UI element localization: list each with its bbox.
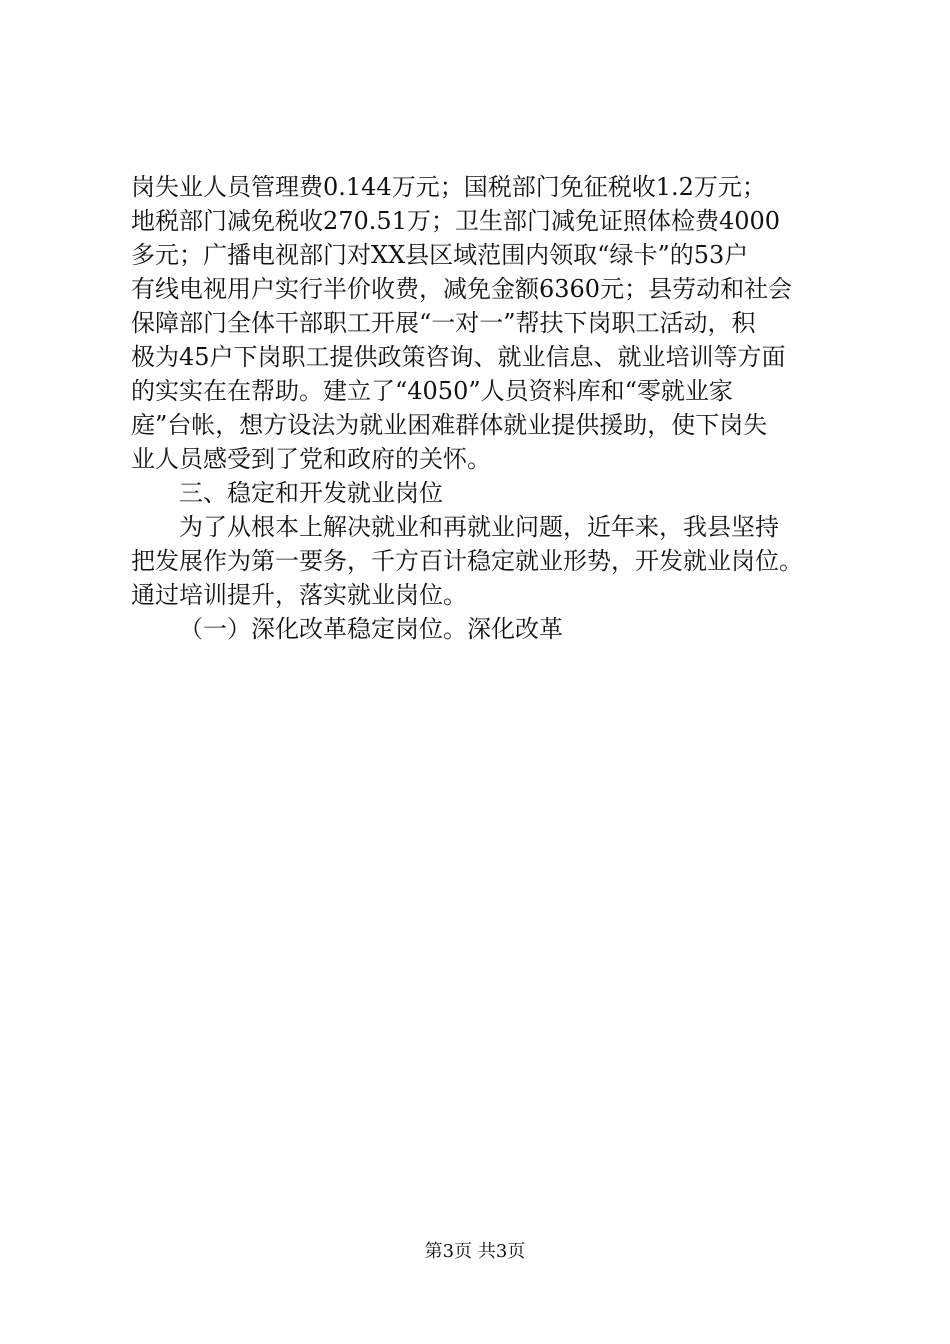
subsection-heading: （一）深化改革稳定岗位。深化改革 xyxy=(179,615,563,643)
section-heading: 三、稳定和开发就业岗位 xyxy=(179,479,443,507)
body-text-line: 保障部门全体干部职工开展“一对一”帮扶下岗职工活动，积 xyxy=(131,309,756,337)
document-body xyxy=(131,170,843,646)
body-text-line: 极为45户下岗职工提供政策咨询、就业信息、就业培训等方面 xyxy=(131,343,786,371)
body-text-line: 有线电视用户实行半价收费，减免金额6360元；县劳动和社会 xyxy=(131,275,793,303)
body-text-line: 地税部门减免税收270.51万；卫生部门减免证照体检费4000 xyxy=(131,207,781,235)
body-text-line: 庭”台帐，想方设法为就业困难群体就业提供援助，使下岗失 xyxy=(131,411,768,439)
body-text-line: 通过培训提升，落实就业岗位。 xyxy=(131,581,467,609)
page-footer: 第3页 共3页 xyxy=(424,1241,526,1262)
body-text-line: 岗失业人员管理费0.144万元；国税部门免征税收1.2万元； xyxy=(131,173,766,201)
body-text-line: 把发展作为第一要务，千方百计稳定就业形势，开发就业岗位。 xyxy=(131,547,803,575)
body-text-line: 业人员感受到了党和政府的关怀。 xyxy=(131,445,491,473)
body-text-line: 的实实在在帮助。建立了“4050”人员资料库和“零就业家 xyxy=(131,377,733,405)
body-text-line: 为了从根本上解决就业和再就业问题，近年来，我县坚持 xyxy=(179,513,779,541)
body-text-line: 多元；广播电视部门对XX县区域范围内领取“绿卡”的53户 xyxy=(131,241,749,269)
